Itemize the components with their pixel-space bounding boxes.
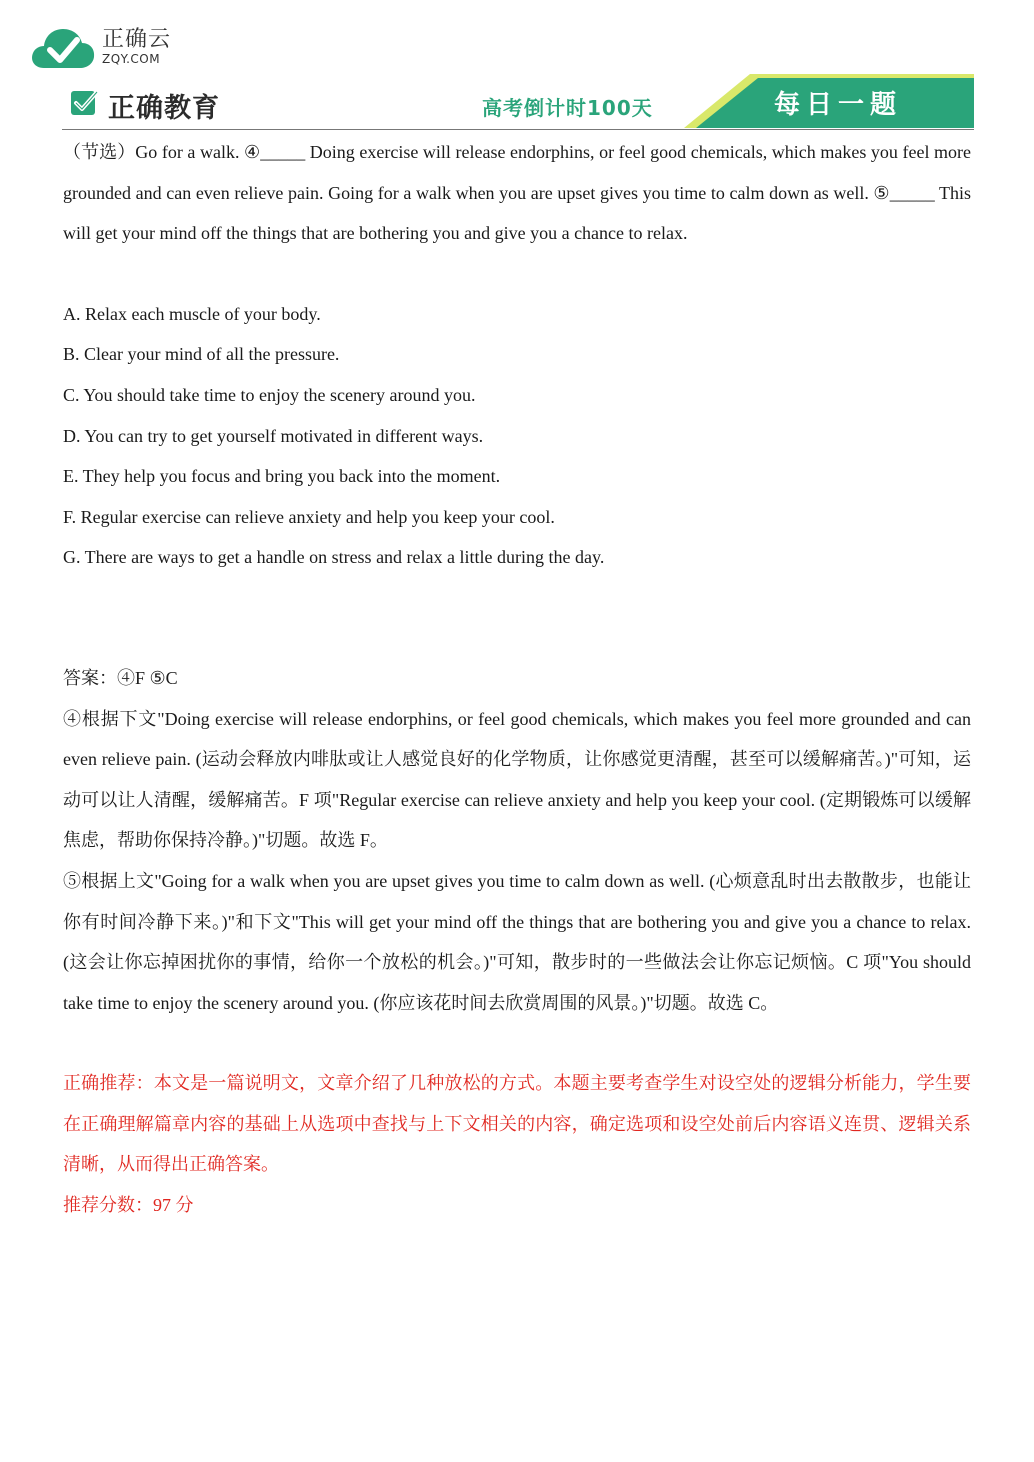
option-g: G. There are ways to get a handle on stress and relax a little during the day. [63, 547, 605, 568]
header-bar [62, 74, 974, 130]
recommendation-section [63, 1063, 971, 1225]
header-divider [62, 129, 974, 130]
brand-name-en: ZQY.COM [102, 52, 161, 66]
check-box-icon [70, 88, 100, 118]
option-d: D. You can try to get yourself motivated in different ways. [63, 425, 484, 446]
option-b: B. Clear your mind of all the pressure. [63, 344, 340, 365]
countdown-label: 高考倒计时100天 [482, 96, 653, 120]
recommendation-text: 正确推荐：本文是一篇说明文，文章介绍了几种放松的方式。本题主要考查学生对设空处的逻辑分析能力，学生要在正确理解篇章内容的基础上从选项中查找与上下文相关的内容，确定选项和设空处前后内容语义连贯、逻辑关系清晰，从而得出正确答案。 [63, 1073, 971, 1175]
option-c: C. You should take time to enjoy the scenery around you. [63, 384, 476, 405]
brand-logo [30, 22, 190, 74]
recommendation-score: 推荐分数：97 分 [63, 1195, 194, 1216]
main-content [63, 132, 971, 1226]
brand-name-cn: 正确云 [102, 27, 172, 52]
option-a: A. Relax each muscle of your body. [63, 303, 321, 324]
daily-question-title: 每日一题 [774, 90, 903, 120]
option-e: E. They help you focus and bring you back into the moment. [63, 466, 501, 487]
answer-section [63, 658, 971, 1023]
explanation-4: ④根据下文"Doing exercise will release endorphins, or feel good chemicals, which makes you feel more grounded and can even relieve pain. (运动会释放内啡肽或让人感觉良好的化学物质，让你感觉更清醒，甚至可以缓解痛苦。)"可知，运动可以让人清醒，缓解痛苦。F 项"Regular exercise can relieve anxiety and help you keep your cool. (定期锻炼可以缓解焦虑，帮助你保持冷静。)"切题。故选 F。 [63, 708, 971, 851]
explanation-5: ⑤根据上文"Going for a walk when you are upset gives you time to calm down as well. (心烦意乱时出去散散步，也能让你有时间冷静下来。)"和下文"This will get your mind off the things that are bothering you and give you a chance to relax. (这会让你忘掉困扰你的事情，给你一个放松的机会。)"可知，散步时的一些做法会让你忘记烦恼。C 项"You should take time to enjoy the scenery around you. (你应该花时间去欣赏周围的风景。)"切题。故选 C。 [63, 870, 971, 1013]
brand-text [102, 28, 171, 66]
options-list [63, 294, 971, 578]
answer-label: 答案：④F ⑤C [63, 667, 178, 688]
cloud-check-icon [30, 22, 96, 74]
passage-text: （节选）Go for a walk. ④_____ Doing exercise will release endorphins, or feel good chemicals, which makes you feel more grounded and can even relieve pain. Going for a walk when you are upset gives you time to calm down as well. ⑤_____ This will get your mind off the things that are bothering you and give you a chance to relax. [63, 142, 971, 244]
edu-brand-name: 正确教育 [108, 93, 220, 124]
option-f: F. Regular exercise can relieve anxiety and help you keep your cool. [63, 506, 555, 527]
